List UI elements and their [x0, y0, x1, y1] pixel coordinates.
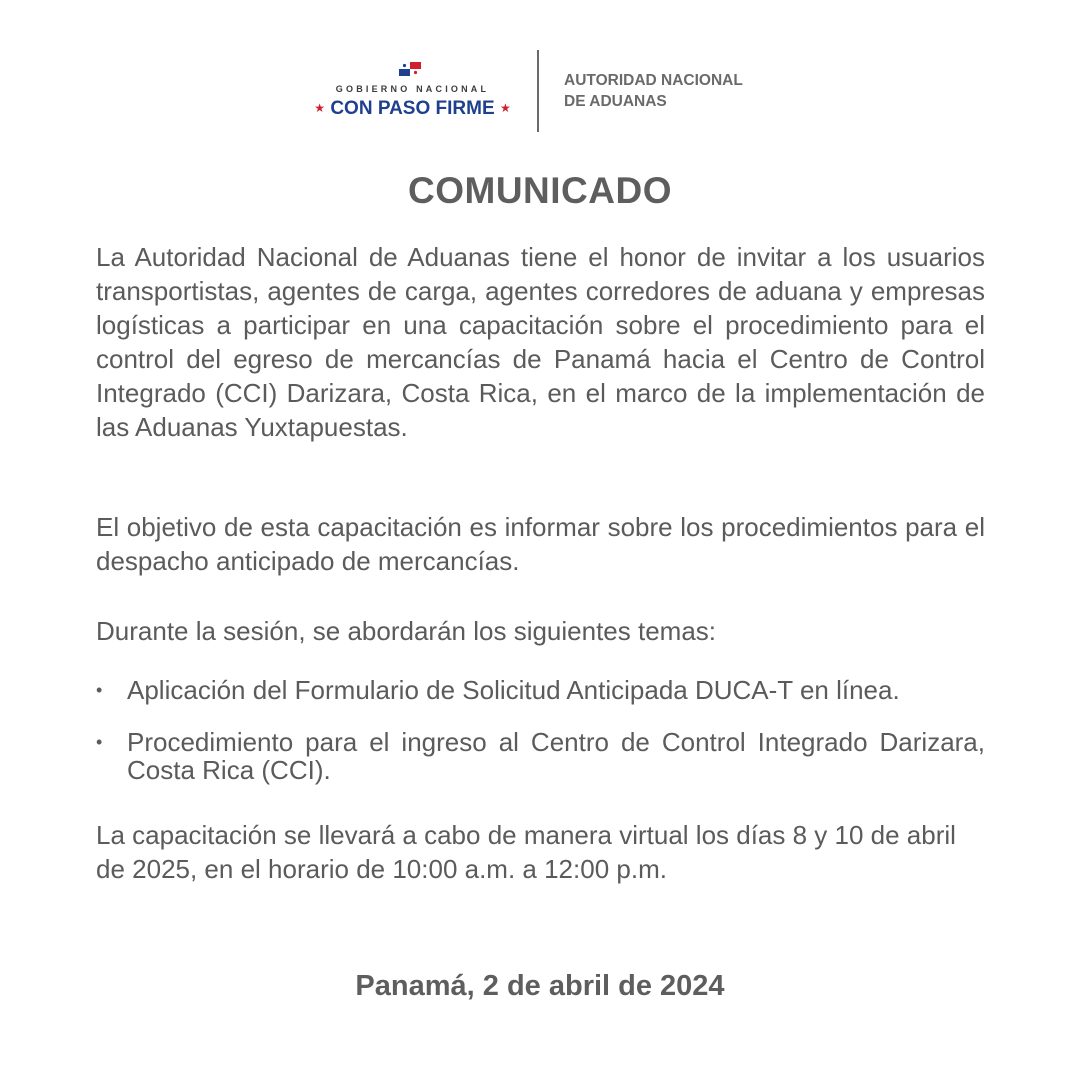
schedule-paragraph: La capacitación se llevará a cabo de manera virtual los días 8 y 10 de abril de 2025, en el horario de 10:00 a.m. a 12:00 p.m. [96, 820, 956, 884]
agency-name [564, 70, 743, 112]
agency-line-2: DE ADUANAS [564, 93, 667, 110]
government-label: GOBIERNO NACIONAL [335, 84, 490, 94]
government-logo [300, 62, 525, 122]
topics-list [96, 728, 985, 784]
header [0, 48, 1080, 134]
objective-paragraph: El objetivo de esta capacitación es informar sobre los procedimientos para el despacho anticipado de mercancías. [96, 512, 985, 576]
topics-list [96, 676, 985, 704]
star-icon: ★ [499, 101, 511, 115]
star-icon: ★ [314, 101, 326, 115]
page-title: COMUNICADO [408, 170, 672, 211]
government-slogan [300, 98, 525, 120]
list-item [96, 676, 985, 704]
list-item-text: Aplicación del Formulario de Solicitud Anticipada DUCA-T en línea. [127, 675, 900, 705]
place-date-footer: Panamá, 2 de abril de 2024 [355, 970, 725, 1002]
header-divider [537, 50, 539, 132]
slogan-text: CON PASO FIRME [330, 98, 495, 119]
list-item-text: Procedimiento para el ingreso al Centro de Control Integrado Darizara, Costa Rica (CCI). [127, 727, 985, 785]
intro-paragraph: La Autoridad Nacional de Aduanas tiene el honor de invitar a los usuarios transportistas, agentes de carga, agentes corredores de aduana y empresas logísticas a participar en una capacitación sobre el procedimiento para el control del egreso de mercancías de Panamá hacia el Centro de Control Integrado (CCI) Darizara, Costa Rica, en el marco de la implementación de las Aduanas Yuxtapuestas. [96, 242, 985, 442]
bullet-icon: • [96, 680, 103, 700]
panama-flag-icon [399, 62, 421, 76]
bullet-icon: • [96, 732, 103, 752]
list-item [96, 728, 985, 784]
agency-line-1: AUTORIDAD NACIONAL [564, 72, 743, 89]
topics-intro: Durante la sesión, se abordarán los siguientes temas: [96, 616, 717, 646]
